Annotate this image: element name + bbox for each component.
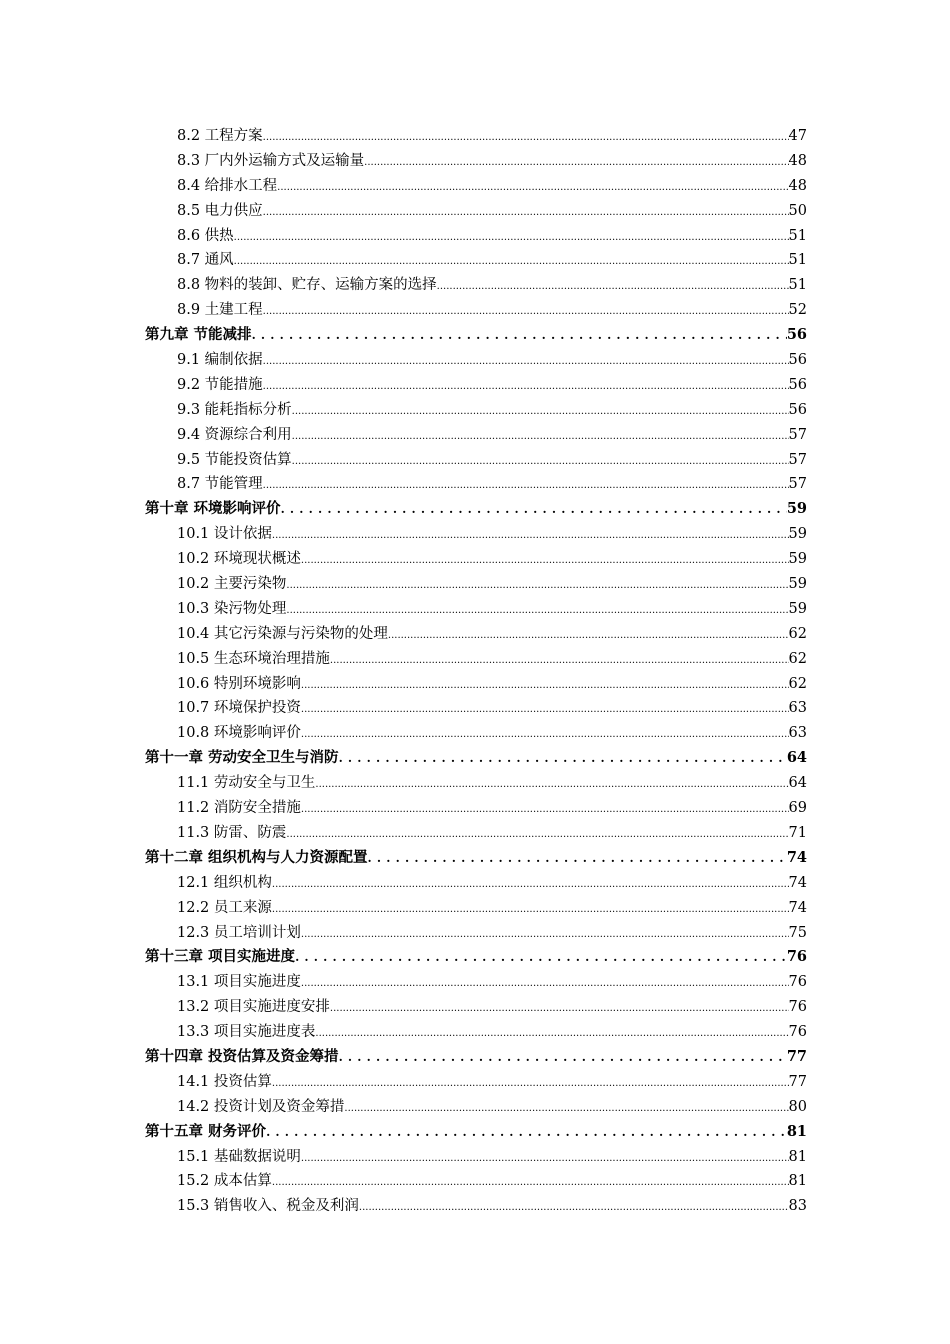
toc-chapter-entry[interactable]	[145, 846, 807, 871]
toc-page-number: 62	[788, 675, 807, 692]
toc-dot-leader	[292, 398, 789, 423]
toc-page-number: 74	[786, 848, 807, 866]
toc-dot-leader	[292, 448, 789, 473]
toc-section-entry[interactable]	[145, 821, 807, 846]
toc-dot-leader	[272, 522, 789, 547]
toc-entry-title: 15.1 基础数据说明	[177, 1148, 301, 1165]
toc-entry-title: 10.2 主要污染物	[177, 576, 287, 593]
toc-entry-title: 9.3 能耗指标分析	[177, 401, 292, 418]
toc-entry-title: 12.2 员工来源	[177, 899, 272, 916]
toc-dot-leader	[315, 771, 788, 796]
toc-dot-leader	[252, 323, 787, 348]
toc-entry-title: 9.5 节能投资估算	[177, 451, 292, 468]
toc-section-entry[interactable]	[145, 199, 807, 224]
toc-entry-title: 9.2 节能措施	[177, 376, 263, 393]
toc-entry-title: 第十二章 组织机构与人力资源配置	[145, 848, 368, 866]
toc-dot-leader	[295, 945, 787, 970]
toc-dot-leader	[234, 248, 789, 273]
toc-page-number: 56	[786, 326, 807, 344]
toc-page-number: 69	[788, 800, 807, 817]
toc-entry-title: 11.3 防雷、防震	[177, 824, 287, 841]
toc-dot-leader	[272, 896, 789, 921]
toc-dot-leader	[330, 995, 789, 1020]
toc-section-entry[interactable]	[145, 995, 807, 1020]
toc-page-number: 62	[788, 625, 807, 642]
toc-dot-leader	[286, 597, 788, 622]
toc-dot-leader	[263, 348, 789, 373]
toc-section-entry[interactable]	[145, 423, 807, 448]
toc-dot-leader	[263, 472, 789, 497]
toc-section-entry[interactable]	[145, 921, 807, 946]
toc-entry-title: 12.3 员工培训计划	[177, 924, 301, 941]
toc-dot-leader	[266, 1120, 787, 1145]
toc-page-number: 76	[786, 948, 807, 966]
toc-section-entry[interactable]	[145, 1095, 807, 1120]
toc-dot-leader	[364, 149, 788, 174]
toc-dot-leader	[263, 298, 789, 323]
toc-chapter-entry[interactable]	[145, 1120, 807, 1145]
toc-page-number: 71	[788, 824, 807, 841]
toc-dot-leader	[272, 871, 789, 896]
toc-page-number: 76	[788, 1024, 807, 1041]
toc-section-entry[interactable]	[145, 647, 807, 672]
toc-page-number: 56	[788, 352, 807, 369]
toc-entry-title: 8.6 供热	[177, 227, 234, 244]
toc-dot-leader	[234, 224, 789, 249]
toc-dot-leader	[286, 821, 788, 846]
toc-section-entry[interactable]	[145, 622, 807, 647]
toc-section-entry[interactable]	[145, 672, 807, 697]
toc-entry-title: 10.7 环境保护投资	[177, 700, 301, 717]
toc-section-entry[interactable]	[145, 348, 807, 373]
toc-entry-title: 10.2 环境现状概述	[177, 551, 301, 568]
toc-page-number: 64	[788, 775, 807, 792]
toc-dot-leader	[315, 1020, 788, 1045]
toc-chapter-entry[interactable]	[145, 746, 807, 771]
toc-entry-title: 8.9 土建工程	[177, 302, 263, 319]
toc-dot-leader	[359, 1194, 789, 1219]
toc-page-number: 51	[788, 227, 807, 244]
toc-page-number: 57	[788, 451, 807, 468]
toc-page-number: 48	[788, 177, 807, 194]
toc-entry-title: 8.3 厂内外运输方式及运输量	[177, 152, 365, 169]
toc-dot-leader	[339, 746, 787, 771]
toc-entry-title: 9.1 编制依据	[177, 352, 263, 369]
toc-page-number: 77	[786, 1047, 807, 1065]
toc-section-entry[interactable]	[145, 174, 807, 199]
toc-entry-title: 14.1 投资估算	[177, 1073, 272, 1090]
toc-page-number: 77	[788, 1073, 807, 1090]
toc-entry-title: 11.1 劳动安全与卫生	[177, 775, 316, 792]
toc-dot-leader	[263, 199, 789, 224]
toc-page-number: 56	[788, 401, 807, 418]
toc-page-number: 81	[788, 1173, 807, 1190]
toc-dot-leader	[301, 672, 789, 697]
toc-page-number: 75	[788, 924, 807, 941]
toc-section-entry[interactable]	[145, 970, 807, 995]
toc-section-entry[interactable]	[145, 1070, 807, 1095]
toc-entry-title: 第十一章 劳动安全卫生与消防	[145, 749, 339, 767]
toc-section-entry[interactable]	[145, 796, 807, 821]
toc-section-entry[interactable]	[145, 1145, 807, 1170]
toc-entry-title: 12.1 组织机构	[177, 874, 272, 891]
toc-page-number: 59	[788, 576, 807, 593]
toc-chapter-entry[interactable]	[145, 945, 807, 970]
toc-page-number: 59	[788, 600, 807, 617]
toc-entry-title: 13.3 项目实施进度表	[177, 1024, 316, 1041]
toc-entry-title: 8.2 工程方案	[177, 128, 263, 144]
toc-entry-title: 10.6 特别环境影响	[177, 675, 301, 692]
toc-dot-leader	[292, 423, 789, 448]
toc-section-entry[interactable]	[145, 1020, 807, 1045]
toc-dot-leader	[281, 497, 787, 522]
toc-entry-title: 10.8 环境影响评价	[177, 725, 301, 742]
toc-page-number: 83	[788, 1198, 807, 1215]
toc-page-number: 59	[788, 551, 807, 568]
toc-entry-title: 8.4 给排水工程	[177, 177, 278, 194]
toc-page-number: 52	[788, 302, 807, 319]
toc-dot-leader	[339, 1045, 787, 1070]
toc-page-number: 51	[788, 277, 807, 294]
toc-dot-leader	[301, 796, 789, 821]
toc-chapter-entry[interactable]	[145, 323, 807, 348]
toc-page-number: 74	[788, 899, 807, 916]
toc-page-number: 48	[788, 152, 807, 169]
toc-page-number: 56	[788, 376, 807, 393]
toc-section-entry[interactable]	[145, 1194, 807, 1219]
toc-entry-title: 第十五章 财务评价	[145, 1122, 267, 1140]
toc-entry-title: 15.2 成本估算	[177, 1173, 272, 1190]
toc-section-entry[interactable]	[145, 1169, 807, 1194]
toc-page-number: 76	[788, 999, 807, 1016]
toc-section-entry[interactable]	[145, 298, 807, 323]
toc-dot-leader	[368, 846, 787, 871]
toc-dot-leader	[301, 1145, 789, 1170]
toc-page-number: 57	[788, 476, 807, 493]
toc-entry-title: 第十章 环境影响评价	[145, 500, 281, 518]
toc-dot-leader	[388, 622, 789, 647]
toc-section-entry[interactable]	[145, 572, 807, 597]
toc-chapter-entry[interactable]	[145, 1045, 807, 1070]
toc-dot-leader	[330, 647, 789, 672]
toc-page-number: 63	[788, 700, 807, 717]
toc-dot-leader	[263, 124, 789, 149]
toc-section-entry[interactable]	[145, 149, 807, 174]
toc-entry-title: 第九章 节能减排	[145, 326, 252, 344]
toc-entry-title: 10.3 染污物处理	[177, 600, 287, 617]
toc-page-number: 57	[788, 426, 807, 443]
toc-chapter-entry[interactable]	[145, 497, 807, 522]
toc-dot-leader	[301, 547, 789, 572]
toc-page-number: 76	[788, 974, 807, 991]
toc-entry-title: 8.7 通风	[177, 252, 234, 269]
toc-entry-title: 9.4 资源综合利用	[177, 426, 292, 443]
toc-dot-leader	[286, 572, 788, 597]
toc-page-number: 63	[788, 725, 807, 742]
toc-entry-title: 8.7 节能管理	[177, 476, 263, 493]
toc-section-entry[interactable]	[145, 398, 807, 423]
toc-section-entry[interactable]	[145, 721, 807, 746]
toc-dot-leader	[301, 921, 789, 946]
toc-entry-title: 15.3 销售收入、税金及利润	[177, 1198, 359, 1215]
toc-entry-title: 8.8 物料的装卸、贮存、运输方案的选择	[177, 277, 437, 294]
toc-section-entry[interactable]	[145, 871, 807, 896]
toc-entry-title: 13.1 项目实施进度	[177, 974, 301, 991]
toc-dot-leader	[272, 1070, 789, 1095]
toc-page-number: 59	[786, 500, 807, 518]
toc-section-entry[interactable]	[145, 522, 807, 547]
toc-entry-title: 13.2 项目实施进度安排	[177, 999, 330, 1016]
toc-section-entry[interactable]	[145, 472, 807, 497]
toc-dot-leader	[272, 1169, 789, 1194]
toc-dot-leader	[301, 696, 789, 721]
toc-entry-title: 10.1 设计依据	[177, 526, 272, 543]
toc-section-entry[interactable]	[145, 896, 807, 921]
toc-section-entry[interactable]	[145, 224, 807, 249]
toc-entry-title: 10.4 其它污染源与污染物的处理	[177, 625, 388, 642]
toc-page-number: 81	[786, 1122, 807, 1140]
toc-section-entry[interactable]	[145, 448, 807, 473]
toc-dot-leader	[277, 174, 788, 199]
toc-entry-title: 第十四章 投资估算及资金筹措	[145, 1047, 339, 1065]
toc-page-number: 51	[788, 252, 807, 269]
toc-page-number: 74	[788, 874, 807, 891]
toc-page-number: 81	[788, 1148, 807, 1165]
toc-entry-title: 第十三章 项目实施进度	[145, 948, 296, 966]
toc-section-entry[interactable]	[145, 273, 807, 298]
toc-section-entry[interactable]	[145, 597, 807, 622]
toc-section-entry[interactable]	[145, 124, 807, 149]
toc-page-number: 62	[788, 650, 807, 667]
toc-dot-leader	[437, 273, 789, 298]
toc-entry-title: 11.2 消防安全措施	[177, 800, 301, 817]
toc-entry-title: 14.2 投资计划及资金筹措	[177, 1098, 345, 1115]
toc-entry-title: 10.5 生态环境治理措施	[177, 650, 330, 667]
toc-dot-leader	[301, 970, 789, 995]
toc-entry-title: 8.5 电力供应	[177, 202, 263, 219]
toc-section-entry[interactable]	[145, 771, 807, 796]
toc-page-number: 59	[788, 526, 807, 543]
toc-page-number: 64	[786, 749, 807, 767]
toc-page-number: 80	[788, 1098, 807, 1115]
toc-section-entry[interactable]	[145, 248, 807, 273]
toc-page-number: 47	[788, 128, 807, 144]
toc-section-entry[interactable]	[145, 373, 807, 398]
toc-dot-leader	[301, 721, 789, 746]
toc-section-entry[interactable]	[145, 547, 807, 572]
table-of-contents	[145, 124, 807, 1219]
toc-dot-leader	[263, 373, 789, 398]
toc-section-entry[interactable]	[145, 696, 807, 721]
toc-dot-leader	[344, 1095, 788, 1120]
toc-page-number: 50	[788, 202, 807, 219]
